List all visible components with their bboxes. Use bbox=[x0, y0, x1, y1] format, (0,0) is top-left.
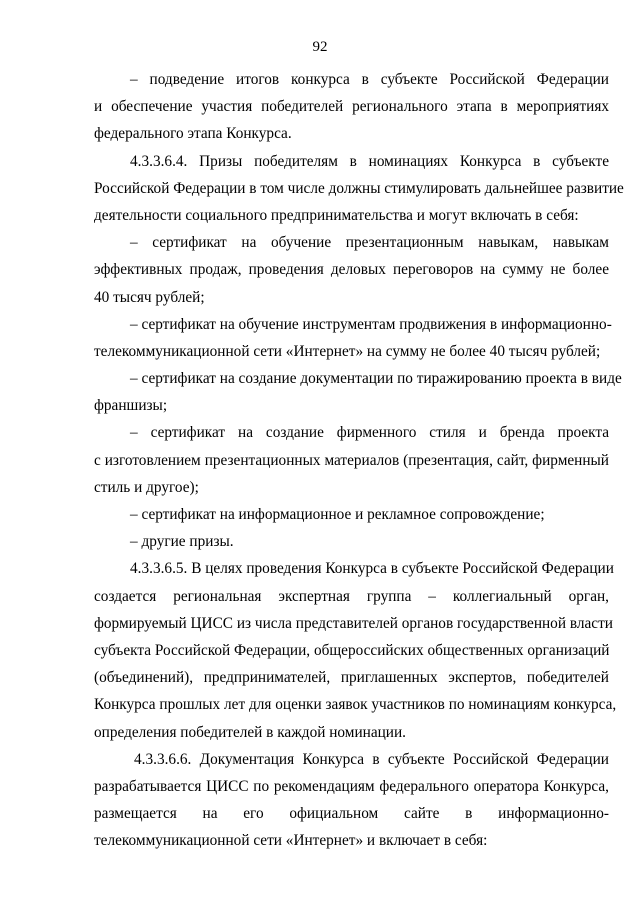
text-line: телекоммуникационной сети «Интернет» и включает в себя: bbox=[94, 832, 488, 850]
text-line: – сертификат на информационное и рекламное сопровождение; bbox=[130, 506, 545, 523]
text-line: деятельности социального предпринимательства и могут включать в себя: bbox=[94, 206, 579, 224]
text-line: Российской Федерации в том числе должны стимулировать дальнейшее развитие bbox=[94, 179, 624, 197]
text-line: – сертификат на создание документации по тиражированию проекта в виде bbox=[130, 370, 622, 388]
text-line: федерального этапа Конкурса. bbox=[94, 125, 292, 143]
text-line: эффективных продаж, проведения деловых переговоров на сумму не более bbox=[94, 261, 609, 279]
text-line: 40 тысяч рублей; bbox=[94, 288, 205, 306]
text-line: разрабатывается ЦИСС по рекомендациям федерального оператора Конкурса, bbox=[94, 777, 609, 795]
text-line: франшизы; bbox=[94, 397, 168, 415]
text-line: создается региональная экспертная группа – коллегиальный орган, bbox=[94, 587, 609, 605]
text-line: – сертификат на создание фирменного стиля и бренда проекта bbox=[130, 424, 609, 442]
text-line: определения победителей в каждой номинации. bbox=[94, 723, 406, 741]
text-line: стиль и другое); bbox=[94, 478, 199, 496]
text-line: 4.3.3.6.5. В целях проведения Конкурса в субъекте Российской Федерации bbox=[130, 560, 614, 578]
text-line: (объединений), предпринимателей, приглашенных экспертов, победителей bbox=[94, 669, 609, 687]
text-line: 4.3.3.6.6. Документация Конкурса в субъекте Российской Федерации bbox=[134, 750, 609, 768]
text-line: формируемый ЦИСС из числа представителей органов государственной власти bbox=[94, 614, 613, 632]
text-line: – сертификат на обучение презентационным навыкам, навыкам bbox=[130, 234, 609, 252]
text-line: 4.3.3.6.4. Призы победителям в номинациях Конкурса в субъекте bbox=[130, 152, 609, 170]
text-line: размещается на его официальном сайте в информационно- bbox=[94, 805, 609, 823]
text-line: – подведение итогов конкурса в субъекте Российской Федерации bbox=[130, 71, 609, 88]
page-number: 92 bbox=[312, 39, 328, 55]
text-line: с изготовлением презентационных материалов (презентация, сайт, фирменный bbox=[94, 451, 609, 469]
text-line: субъекта Российской Федерации, общероссийских общественных организаций bbox=[94, 641, 610, 659]
text-line: телекоммуникационной сети «Интернет» на сумму не более 40 тысяч рублей; bbox=[94, 342, 601, 360]
text-line: – сертификат на обучение инструментам продвижения в информационно- bbox=[130, 315, 612, 333]
document-body bbox=[94, 66, 624, 854]
text-line: Конкурса прошлых лет для оценки заявок участников по номинациям конкурса, bbox=[94, 696, 617, 714]
text-line: – другие призы. bbox=[130, 533, 234, 551]
text-line: и обеспечение участия победителей регионального этапа в мероприятиях bbox=[94, 98, 609, 116]
